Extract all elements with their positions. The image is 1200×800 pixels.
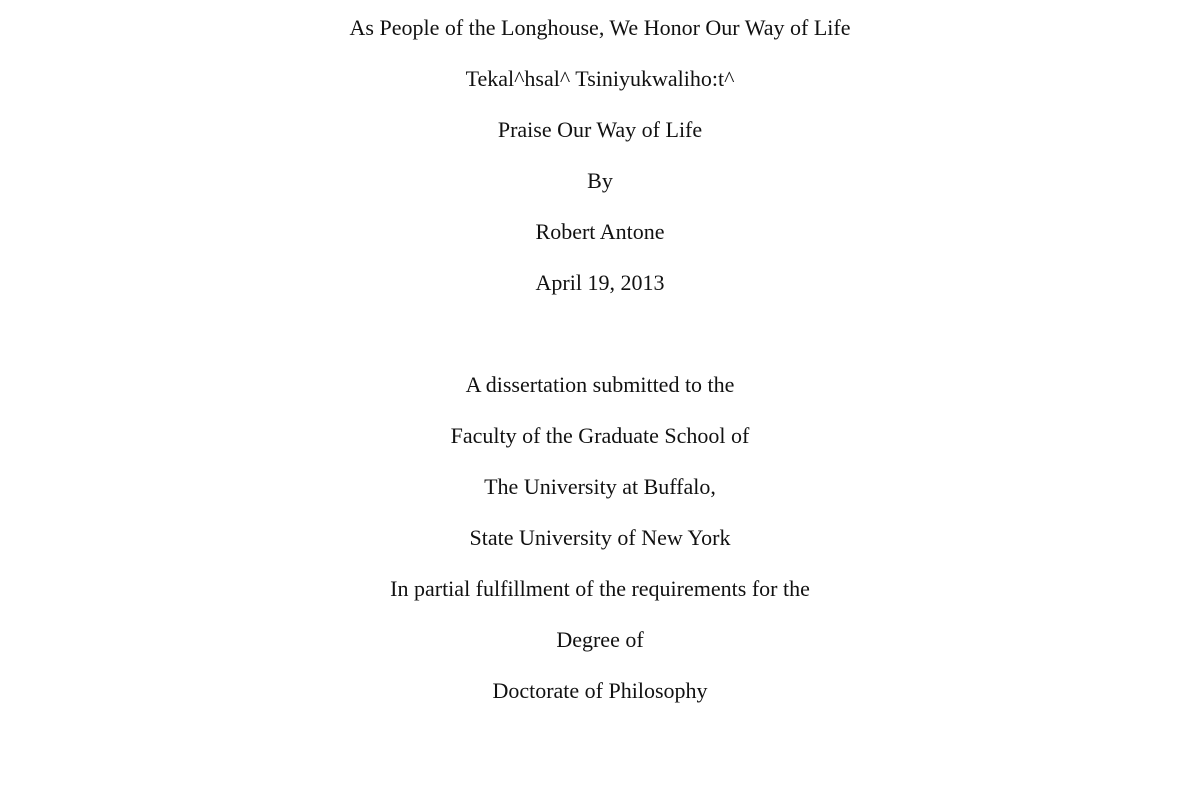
- author-name: Robert Antone: [535, 219, 665, 244]
- faculty-line: Faculty of the Graduate School of: [450, 423, 750, 448]
- dissertation-title: As People of the Longhouse, We Honor Our Way of Life: [349, 15, 851, 40]
- university-line: The University at Buffalo,: [484, 474, 716, 499]
- by-label: By: [587, 168, 613, 193]
- dissertation-subtitle: Praise Our Way of Life: [497, 117, 703, 142]
- degree-label: Degree of: [556, 627, 644, 652]
- submission-date: April 19, 2013: [535, 270, 665, 295]
- submission-statement-line: A dissertation submitted to the: [465, 372, 735, 397]
- degree-name: Doctorate of Philosophy: [492, 678, 708, 703]
- native-language-title: Tekal^hsal^ Tsiniyukwaliho:t^: [465, 66, 735, 91]
- state-university-line: State University of New York: [469, 525, 731, 550]
- fulfillment-line: In partial fulfillment of the requirements for the: [390, 576, 810, 601]
